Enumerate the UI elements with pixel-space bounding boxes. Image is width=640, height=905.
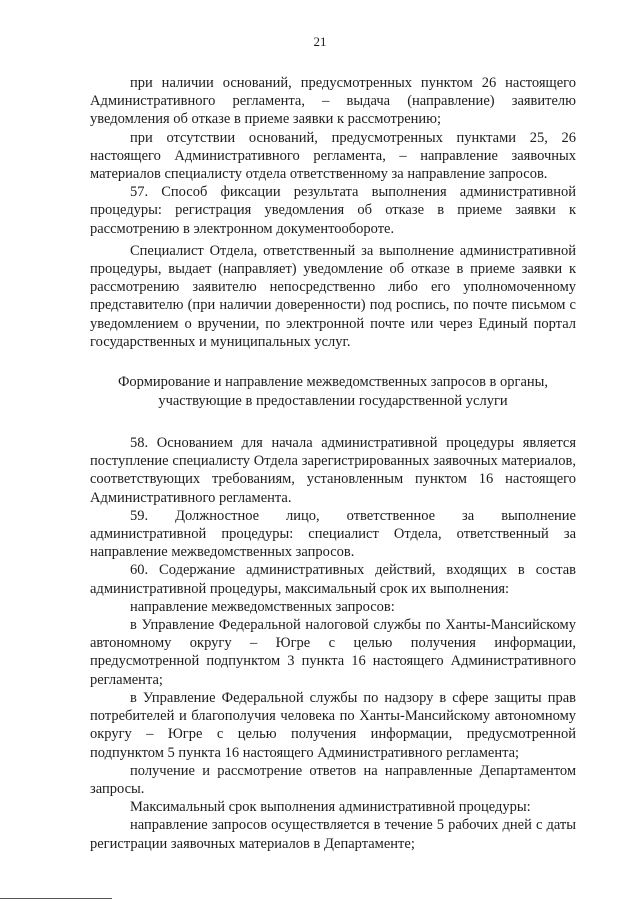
paragraph-58: 58. Основанием для начала административной процедуры является поступление специалисту Отдела зарегистрированных заявочных материалов, соответствующих требованиям, установленным пунктом 16 настоящего Административного регламента. <box>90 435 576 506</box>
section-heading-line-2: участвующие в предоставлении государственной услуги <box>158 392 508 409</box>
page-number: 21 <box>313 34 327 49</box>
section-heading-line-1: Формирование и направление межведомственных запросов в органы, <box>117 374 549 391</box>
paragraph-interagency-requests: направление межведомственных запросов: <box>130 598 395 615</box>
section-heading <box>90 373 576 410</box>
paragraph-60: 60. Содержание административных действий, входящих в состав административной процедуры, максимальный срок их выполнения: <box>90 562 576 597</box>
paragraph-responses: получение и рассмотрение ответов на направленные Департаментом запросы. <box>90 762 576 797</box>
paragraph-five-days: направление запросов осуществляется в течение 5 рабочих дней с даты регистрации заявочных материалов в Департаменте; <box>90 817 576 852</box>
paragraph-57: 57. Способ фиксации результата выполнения административной процедуры: регистрация уведомления об отказе в приеме заявки к рассмотрению в электронном документообороте. <box>90 184 576 237</box>
paragraph-consumer-protection: в Управление Федеральной службы по надзору в сфере защиты прав потребителей и благополучия человека по Ханты-Мансийскому автономному округу – Югре с целью получения информации, предусмотренной подпунктом 5 пункта 16 настоящего Административного регламента; <box>90 689 576 761</box>
paragraph-tax-service: в Управление Федеральной налоговой службы по Ханты-Мансийскому автономному округу – Югре с целью получения информации, предусмотренной подпунктом 3 пункта 16 настоящего Административного регламента; <box>90 617 576 688</box>
footer-rule <box>0 898 112 899</box>
paragraph-max-term: Максимальный срок выполнения административной процедуры: <box>130 799 531 816</box>
paragraph-grounds-refusal: при наличии оснований, предусмотренных пунктом 26 настоящего Административного регламента, – выдача (направление) заявителю уведомления об отказе в приеме заявки к рассмотрению; <box>90 75 576 128</box>
paragraph-no-grounds: при отсутствии оснований, предусмотренных пунктами 25, 26 настоящего Административного регламента, – направление заявочных материалов специалисту отдела ответственному за направление запросов. <box>90 129 576 183</box>
paragraph-59: 59. Должностное лицо, ответственное за выполнение административной процедуры: специалист Отдела, ответственный за направление межведомственных запросов. <box>90 507 576 561</box>
paragraph-specialist-notification: Специалист Отдела, ответственный за выполнение административной процедуры, выдает (направляет) уведомление об отказе в приеме заявки к рассмотрению заявителю непосредственно либо его уполномоченному представителю (при наличии доверенности) под роспись, по почте письмом с уведомлением о вручении, по электронной почте или через Единый портал государственных и муниципальных услуг. <box>90 242 576 350</box>
document-body <box>90 74 576 853</box>
